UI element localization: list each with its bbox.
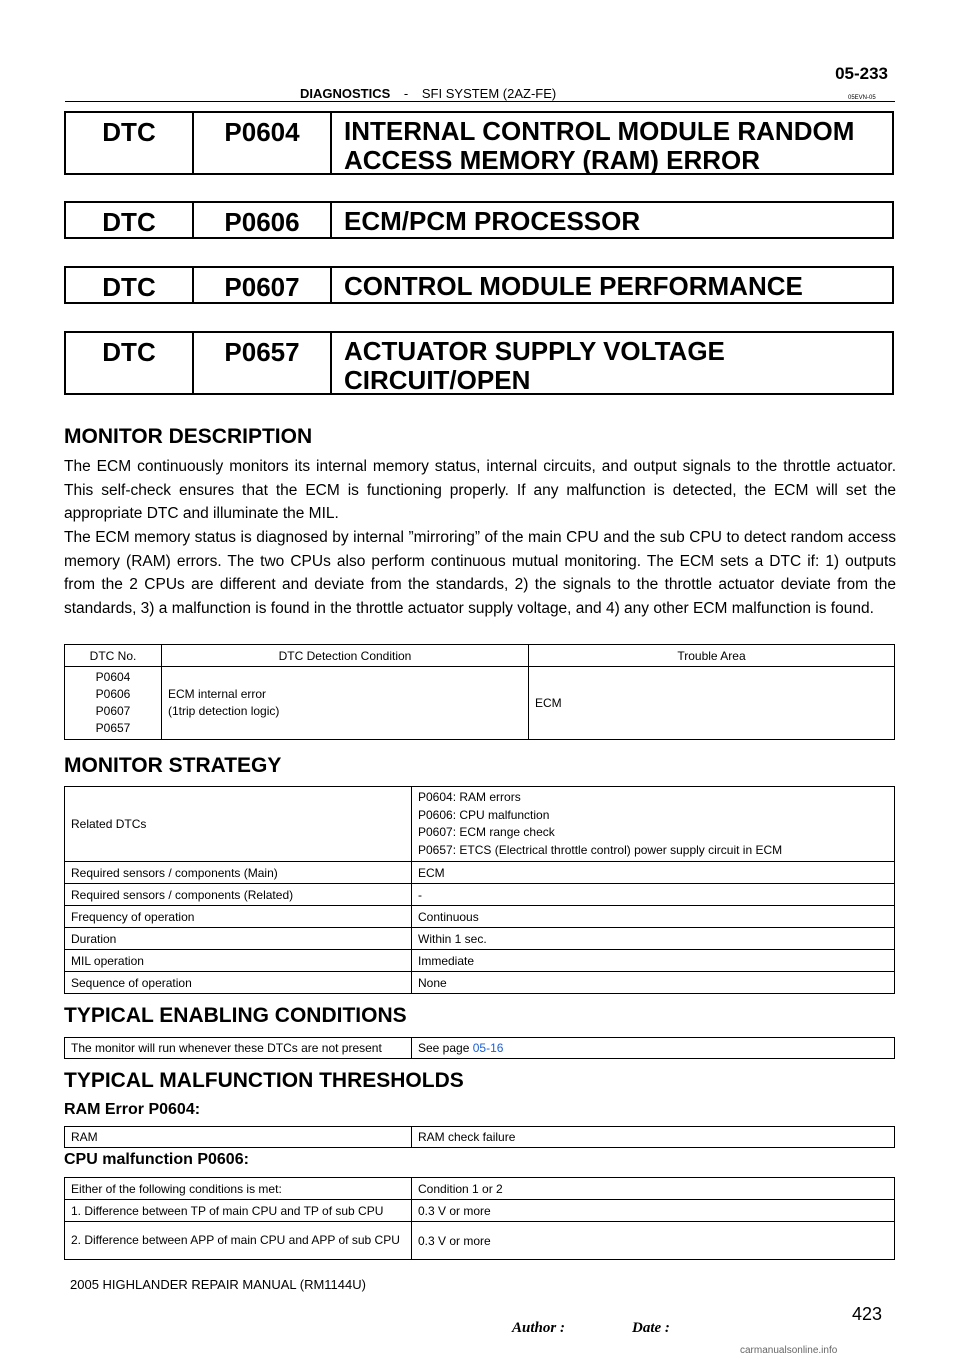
- dtc-code: P0604: [194, 113, 332, 173]
- dtc-title-line: CIRCUIT/OPEN: [344, 365, 531, 395]
- condition-line: (1trip detection logic): [168, 704, 280, 718]
- dtc-code-item: P0604: [95, 670, 131, 684]
- monitor-description-heading: MONITOR DESCRIPTION: [64, 425, 313, 448]
- threshold-value: Condition 1 or 2: [412, 1178, 895, 1200]
- dtc-code-item: P0606: [95, 687, 131, 701]
- header-rule: [65, 101, 895, 102]
- threshold-value: 0.3 V or more: [412, 1200, 895, 1222]
- dtc-title-line: CONTROL MODULE PERFORMANCE: [344, 271, 803, 301]
- dtc-title: [332, 268, 892, 302]
- dtc-codes-cell: [65, 667, 162, 740]
- running-header: [300, 86, 720, 101]
- dtc-code: P0606: [194, 203, 332, 237]
- thresholds-heading: TYPICAL MALFUNCTION THRESHOLDS: [64, 1069, 464, 1092]
- date-field: Date :: [632, 1320, 670, 1336]
- table-header: DTC No.: [65, 645, 162, 667]
- strategy-label: Related DTCs: [65, 787, 412, 862]
- dtc-title-line: ECM/PCM PROCESSOR: [344, 206, 641, 236]
- section-title: DIAGNOSTICS: [300, 86, 391, 101]
- dtc-code: P0607: [194, 268, 332, 302]
- threshold-label: 1. Difference between TP of main CPU and TP of sub CPU: [65, 1200, 412, 1222]
- strategy-value: Within 1 sec.: [412, 928, 895, 950]
- page-link[interactable]: 05-16: [472, 1041, 504, 1055]
- table-header: Trouble Area: [529, 645, 895, 667]
- strategy-value: ECM: [412, 862, 895, 884]
- trouble-area-cell: ECM: [529, 667, 895, 740]
- strategy-value: Immediate: [412, 950, 895, 972]
- table-row: [65, 950, 895, 972]
- page-footer-number: 423: [852, 1304, 883, 1324]
- strategy-label: MIL operation: [65, 950, 412, 972]
- ram-threshold-table: [64, 1126, 895, 1148]
- strategy-label: Required sensors / components (Related): [65, 884, 412, 906]
- page-number: 05-233: [835, 64, 888, 83]
- threshold-label: Either of the following conditions is met:: [65, 1178, 412, 1200]
- threshold-value: 0.3 V or more: [412, 1222, 895, 1260]
- dtc-label: DTC: [66, 203, 194, 237]
- dtc-title-line: ACCESS MEMORY (RAM) ERROR: [344, 145, 761, 175]
- monitor-strategy-table: [64, 786, 895, 994]
- enabling-conditions-heading: TYPICAL ENABLING CONDITIONS: [64, 1004, 407, 1027]
- related-dtc-item: P0607: ECM range check: [418, 825, 555, 839]
- dtc-code-item: P0607: [95, 704, 131, 718]
- table-row: [65, 972, 895, 994]
- ram-error-heading: RAM Error P0604:: [64, 1101, 201, 1118]
- strategy-label: Required sensors / components (Main): [65, 862, 412, 884]
- dtc-title: [332, 333, 892, 393]
- related-dtc-item: P0606: CPU malfunction: [418, 807, 550, 822]
- enabling-value: [412, 1038, 895, 1059]
- dtc-title-box: [64, 266, 894, 304]
- table-header: DTC Detection Condition: [162, 645, 529, 667]
- dtc-title-box: [64, 331, 894, 395]
- threshold-label: 2. Difference between APP of main CPU and APP of sub CPU: [65, 1222, 412, 1260]
- strategy-value: None: [412, 972, 895, 994]
- manual-footer: 2005 HIGHLANDER REPAIR MANUAL (RM1144U): [70, 1277, 366, 1292]
- cpu-malfunction-heading: CPU malfunction P0606:: [64, 1151, 249, 1168]
- dtc-label: DTC: [66, 113, 194, 173]
- dtc-code-item: P0657: [95, 721, 131, 735]
- dtc-title-line: ACTUATOR SUPPLY VOLTAGE: [344, 336, 725, 366]
- monitor-strategy-heading: MONITOR STRATEGY: [64, 754, 282, 777]
- see-page-text: See page: [418, 1041, 473, 1055]
- dtc-label: DTC: [66, 333, 194, 393]
- dtc-code: P0657: [194, 333, 332, 393]
- header-separator: -: [403, 86, 409, 101]
- strategy-value: Continuous: [412, 906, 895, 928]
- table-row: [65, 1200, 895, 1222]
- related-dtcs-cell: [412, 787, 895, 862]
- dtc-title: [332, 113, 892, 173]
- dtc-title: [332, 203, 892, 237]
- strategy-label: Frequency of operation: [65, 906, 412, 928]
- subsection-title: SFI SYSTEM (2AZ-FE): [421, 86, 557, 101]
- table-row: [65, 928, 895, 950]
- description-paragraph: The ECM continuously monitors its internal memory status, internal circuits, and output signals to the throttle actuator. This self-check ensures that the ECM is functioning properly. If any malfunction is detected, the ECM will set the appropriate DTC and illuminate the MIL.: [64, 458, 896, 522]
- dtc-title-line: INTERNAL CONTROL MODULE RANDOM: [344, 116, 855, 146]
- strategy-label: Duration: [65, 928, 412, 950]
- dtc-title-box: [64, 111, 894, 175]
- table-row: [65, 862, 895, 884]
- cpu-threshold-table: [64, 1177, 895, 1260]
- table-row: [65, 1222, 895, 1260]
- watermark: carmanualsonline.info: [740, 1345, 838, 1356]
- doc-code: 05EVN-05: [848, 95, 876, 101]
- table-row: [65, 1178, 895, 1200]
- table-row: [65, 906, 895, 928]
- dtc-title-box: [64, 201, 894, 239]
- detection-condition-cell: [162, 667, 529, 740]
- dtc-table: [64, 644, 895, 740]
- description-paragraph: The ECM memory status is diagnosed by internal ”mirroring” of the main CPU and the sub CPU to detect random access memory (RAM) errors. The two CPUs also perform continuous mutual monitoring. The ECM sets a DTC if: 1) outputs from the 2 CPUs are different and deviate from the standards, 2) the signals to the throttle actuator deviate from the standards, 3) a malfunction is found in the throttle actuator supply voltage, and 4) any other ECM malfunction is found.: [64, 529, 896, 617]
- related-dtc-item: P0657: ETCS (Electrical throttle control) power supply circuit in ECM: [418, 842, 783, 857]
- condition-line: ECM internal error: [168, 687, 267, 701]
- strategy-label: Sequence of operation: [65, 972, 412, 994]
- dtc-label: DTC: [66, 268, 194, 302]
- related-dtc-item: P0604: RAM errors: [418, 790, 521, 804]
- threshold-label: RAM: [65, 1127, 412, 1148]
- enabling-table: [64, 1037, 895, 1059]
- strategy-value: -: [412, 884, 895, 906]
- enabling-label: The monitor will run whenever these DTCs are not present: [65, 1038, 412, 1059]
- author-field: Author :: [512, 1320, 565, 1336]
- threshold-value: RAM check failure: [412, 1127, 895, 1148]
- table-row: [65, 884, 895, 906]
